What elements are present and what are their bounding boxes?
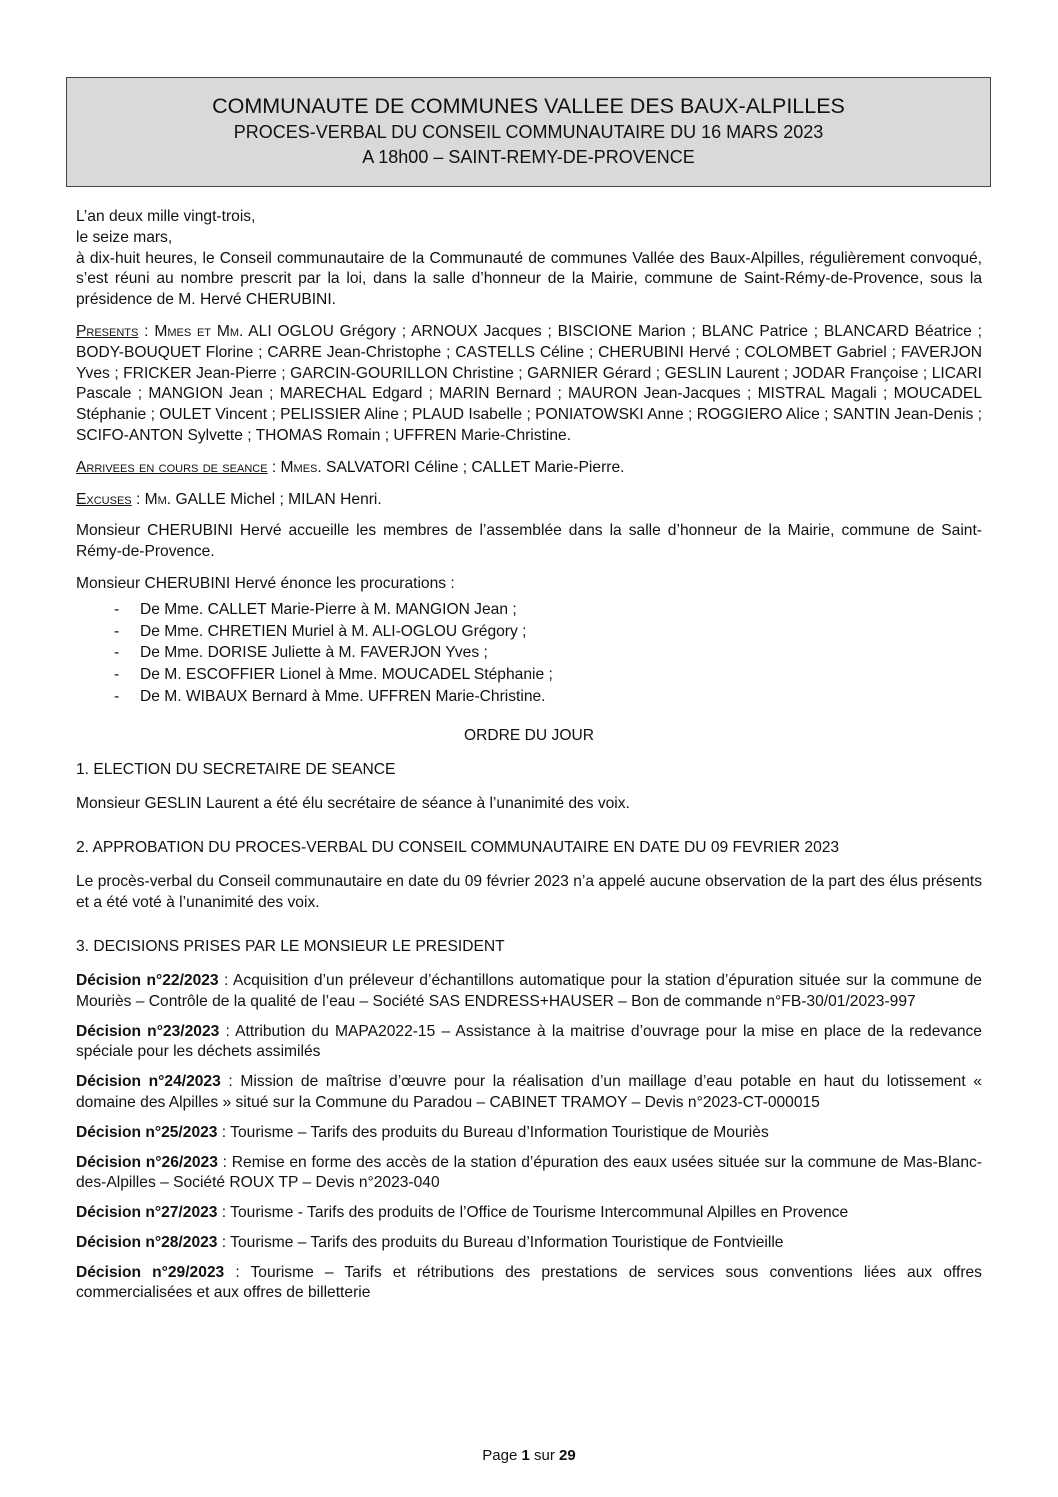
- excuses-prefix: Mm.: [144, 490, 172, 508]
- decision-item: [76, 1203, 982, 1224]
- presents-separator: :: [138, 322, 155, 340]
- footer-middle: sur: [529, 1447, 560, 1464]
- list-item: - De M. ESCOFFIER Lionel à Mme. MOUCADEL Stéphanie ;: [76, 664, 982, 686]
- intro-paragraph: à dix-huit heures, le Conseil communautaire de la Communauté de communes Vallée des Baux-Alpilles, régulièrement convoqué, s’est réuni au nombre prescrit par la loi, dans la salle d’honneur de la Mairie, commune de Saint-Rémy-de-Provence, sous la présidence de M. Hervé CHERUBINI.: [76, 249, 982, 309]
- decision-item: [76, 1263, 982, 1305]
- intro-line-2: le seize mars,: [76, 228, 173, 246]
- presents-list: ALI OGLOU Grégory ; ARNOUX Jacques ; BISCIONE Marion ; BLANC Patrice ; BLANCARD Béatrice ; BODY-BOUQUET Florine ; CARRE Jean-Christophe ; CASTELLS Céline ; CHERUBINI Hervé ; COLOMBET Gabriel ; FAVERJON Yves ; FRICKER Jean-Pierre ; GARCIN-GOURILLON Christine ; GARNIER Gérard ; GESLIN Laurent ; JODAR Françoise ; LICARI Pascale ; MANGION Jean ; MARECHAL Edgard ; MARIN Bernard ; MAURON Jean-Jacques ; MISTRAL Magali ; MOUCADEL Stéphanie ; OULET Vincent ; PELISSIER Aline ; PLAUD Isabelle ; PONIATOWSKI Anne ; ROGGIERO Alice ; SANTIN Jean-Denis ; SCIFO-ANTON Sylvette ; THOMAS Romain ; UFFREN Marie-Christine.: [76, 322, 982, 444]
- decision-number: Décision n°24/2023: [76, 1073, 221, 1091]
- list-item: - De Mme. CALLET Marie-Pierre à M. MANGION Jean ;: [76, 599, 982, 621]
- decision-number: Décision n°25/2023: [76, 1123, 218, 1141]
- section-heading-3: 3. DECISIONS PRISES PAR LE MONSIEUR LE PRESIDENT: [76, 937, 505, 955]
- arrivees-separator: :: [267, 458, 281, 476]
- title-line-2: PROCES-VERBAL DU CONSEIL COMMUNAUTAIRE DU 16 MARS 2023: [233, 122, 824, 142]
- decision-text: : Remise en forme des accès de la station d’épuration des eaux usées située sur la commune de Mas-Blanc-des-Alpilles – Société ROUX TP – Devis n°2023-040: [76, 1153, 982, 1192]
- presents-label: Presents: [76, 322, 139, 340]
- arrivees-label: Arrivees en cours de seance: [76, 458, 268, 476]
- decision-item: [76, 1072, 982, 1114]
- excuses-paragraph: [76, 490, 982, 511]
- document-body: [76, 207, 982, 1304]
- decision-text: : Attribution du MAPA2022-15 – Assistance à la maitrise d’ouvrage pour la mise en place de la redevance spéciale pour les déchets assimilés: [76, 1022, 982, 1061]
- decision-text: : Tourisme - Tarifs des produits de l’Office de Tourisme Intercommunal Alpilles en Provence: [217, 1204, 849, 1222]
- list-item: - De M. WIBAUX Bernard à Mme. UFFREN Marie-Christine.: [76, 686, 982, 708]
- footer-prefix: Page: [482, 1447, 522, 1464]
- accueil-paragraph: Monsieur CHERUBINI Hervé accueille les membres de l’assemblée dans la salle d’honneur de la Mairie, commune de Saint-Rémy-de-Provence.: [76, 522, 982, 561]
- decision-text: : Tourisme – Tarifs et rétributions des prestations de services sous conventions liées aux offres commercialisées et aux offres de billetterie: [76, 1263, 982, 1302]
- decision-number: Décision n°28/2023: [76, 1233, 218, 1251]
- decision-item: [76, 1123, 982, 1144]
- procurations-list: [76, 599, 982, 708]
- section-body-1: Monsieur GESLIN Laurent a été élu secrétaire de séance à l’unanimité des voix.: [76, 794, 630, 812]
- decision-number: Décision n°27/2023: [76, 1204, 218, 1222]
- title-line-3: A 18h00 – SAINT-REMY-DE-PROVENCE: [362, 147, 695, 167]
- decision-text: : Acquisition d’un préleveur d’échantillons automatique pour la station d’épuration située sur la commune de Mouriès – Contrôle de la qualité de l’eau – Société SAS ENDRESS+HAUSER – Bon de commande n°FB-30/01/2023-997: [76, 971, 982, 1010]
- decision-number: Décision n°26/2023: [76, 1153, 218, 1171]
- page-footer: [0, 1447, 1058, 1464]
- decision-item: [76, 971, 982, 1013]
- presents-paragraph: [76, 322, 982, 447]
- procurations-intro: Monsieur CHERUBINI Hervé énonce les procurations :: [76, 574, 455, 592]
- decision-item: [76, 1022, 982, 1064]
- decision-item: [76, 1153, 982, 1195]
- section-heading-1: 1. ELECTION DU SECRETAIRE DE SEANCE: [76, 760, 396, 778]
- list-item: - De Mme. CHRETIEN Muriel à M. ALI-OGLOU Grégory ;: [76, 621, 982, 643]
- excuses-label: Excuses: [76, 490, 132, 508]
- page-total: 29: [559, 1447, 576, 1464]
- title-line-1: COMMUNAUTE DE COMMUNES VALLEE DES BAUX-ALPILLES: [212, 94, 845, 118]
- arrivees-list: SALVATORI Céline ; CALLET Marie-Pierre.: [321, 458, 625, 476]
- presents-prefix: Mmes et Mm.: [154, 322, 244, 340]
- decision-text: : Mission de maîtrise d’œuvre pour la réalisation d’un maillage d’eau potable en haut du lotissement « domaine des Alpilles » situé sur la Commune du Paradou – CABINET TRAMOY – Devis n°2023-CT-000015: [76, 1073, 982, 1111]
- arrivees-paragraph: [76, 458, 982, 479]
- list-item: - De Mme. DORISE Juliette à M. FAVERJON Yves ;: [76, 642, 982, 664]
- excuses-list: GALLE Michel ; MILAN Henri.: [171, 490, 382, 508]
- document-title-box: [66, 77, 991, 187]
- excuses-separator: :: [131, 490, 145, 508]
- decision-item: [76, 1233, 982, 1254]
- arrivees-prefix: Mmes.: [280, 458, 322, 476]
- intro-line-1: L’an deux mille vingt-trois,: [76, 208, 256, 225]
- decision-number: Décision n°29/2023: [76, 1263, 225, 1281]
- section-body-2: Le procès-verbal du Conseil communautaire en date du 09 février 2023 n’a appelé aucune observation de la part des élus présents et a été voté à l’unanimité des voix.: [76, 873, 982, 912]
- ordre-du-jour-heading: ORDRE DU JOUR: [464, 726, 594, 744]
- decision-number: Décision n°23/2023: [76, 1022, 220, 1040]
- page-number: 1: [521, 1447, 530, 1464]
- decision-text: : Tourisme – Tarifs des produits du Bureau d’Information Touristique de Mouriès: [217, 1123, 769, 1141]
- section-heading-2: 2. APPROBATION DU PROCES-VERBAL DU CONSEIL COMMUNAUTAIRE EN DATE DU 09 FEVRIER 2023: [76, 839, 840, 857]
- decision-number: Décision n°22/2023: [76, 971, 219, 989]
- decision-text: : Tourisme – Tarifs des produits du Bureau d’Information Touristique de Fontvieille: [217, 1233, 784, 1251]
